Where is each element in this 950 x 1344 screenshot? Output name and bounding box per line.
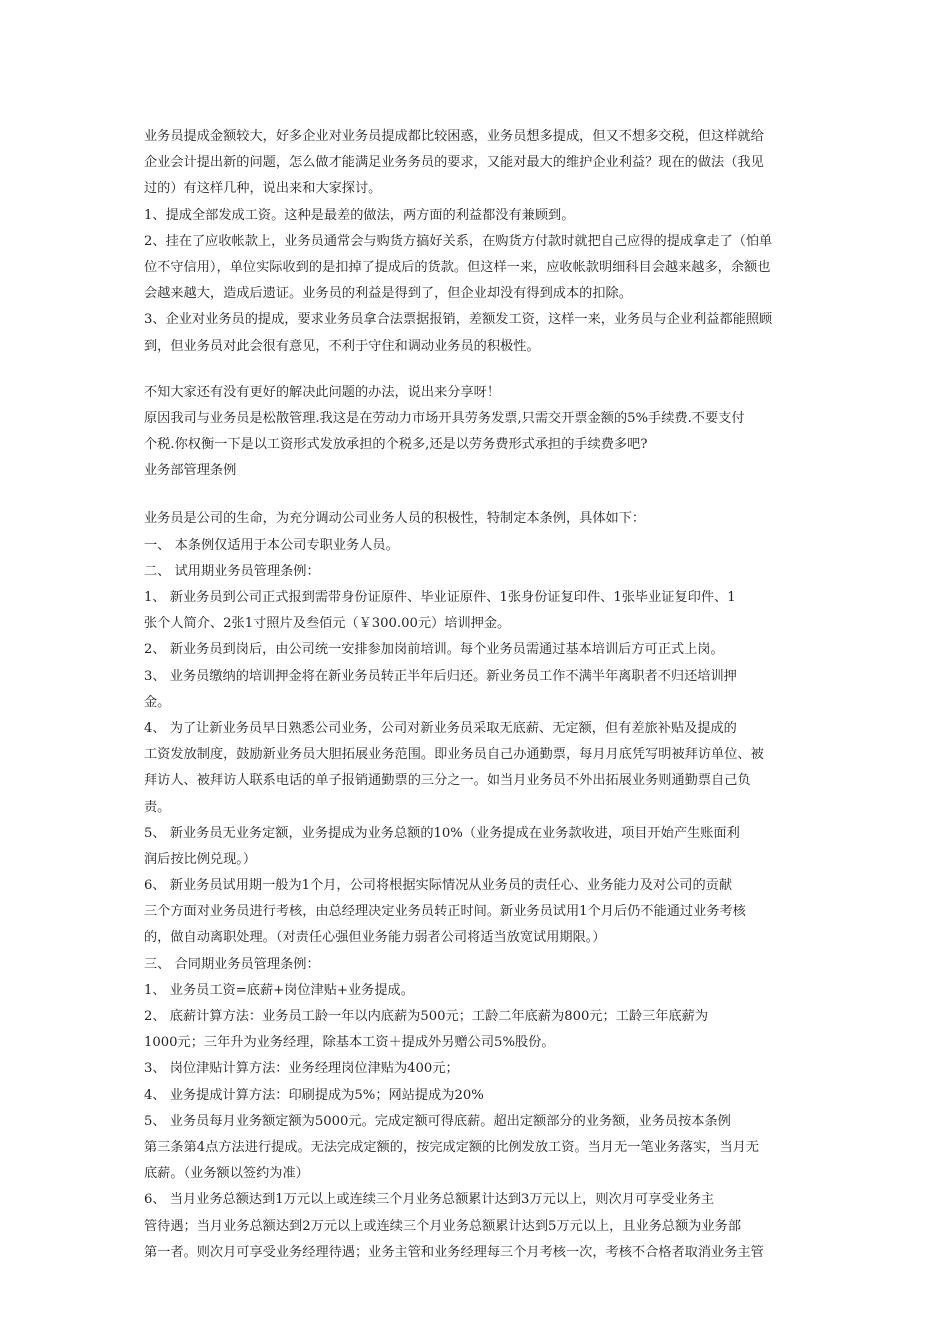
regulation-line: 6、 当月业务总额达到1万元以上或连续三个月业务总额累计达到3万元以上，则次月可享受业务主 xyxy=(144,1192,715,1208)
regulation-section xyxy=(144,506,812,1265)
regulation-line: 拜访人、被拜访人联系电话的单子报销通勤票的三分之一。如当月业务员不外出拓展业务则通勤票自己负 xyxy=(144,773,751,789)
method-3-line: 3、企业对业务员的提成，要求业务员拿合法票据报销，差额发工资，这样一来，业务员与企业利益都能照顾 xyxy=(144,312,773,328)
regulation-line: 三个方面对业务员进行考核，由总经理决定业务员转正时间。新业务员试用1个月后仍不能通过业务考核 xyxy=(144,904,746,920)
regulation-line: 三、 合同期业务员管理条例： xyxy=(144,956,320,972)
regulation-line: 业务员是公司的生命，为充分调动公司业务人员的积极性，特制定本条例，具体如下： xyxy=(144,511,646,527)
regulation-line: 1、 业务员工资=底薪+岗位津贴+业务提成。 xyxy=(144,982,414,998)
regulation-line: 3、 岗位津贴计算方法：业务经理岗位津贴为400元； xyxy=(144,1061,459,1077)
method-3-line: 到，但业务员对此会很有意见，不利于守住和调动业务员的积极性。 xyxy=(144,338,540,354)
reply-section xyxy=(144,380,812,485)
section-title: 业务部管理条例 xyxy=(144,463,237,479)
regulation-line: 管待遇；当月业务总额达到2万元以上或连续三个月业务总额累计达到5万元以上，且业务总额为业务部 xyxy=(144,1218,742,1234)
regulation-line: 1000元；三年升为业务经理，除基本工资＋提成外另赠公司5%股份。 xyxy=(144,1035,555,1051)
regulation-line: 润后按比例兑现。） xyxy=(144,851,257,867)
regulation-line: 1、 新业务员到公司正式报到需带身份证原件、毕业证原件、1张身份证复印件、1张毕业证复印件、1 xyxy=(144,590,736,605)
method-2-line: 2、挂在了应收帐款上，业务员通常会与购货方搞好关系，在购货方付款时就把自己应得的提成拿走了（怕单 xyxy=(144,233,773,249)
regulation-line: 2、 新业务员到岗后，由公司统一安排参加岗前培训。每个业务员需通过基本培训后方可正式上岗。 xyxy=(144,642,724,658)
paragraph-gap xyxy=(144,484,812,506)
regulation-line: 二、 试用期业务员管理条例： xyxy=(144,563,320,579)
regulation-line: 第一者。则次月可享受业务经理待遇；业务主管和业务经理每三个月考核一次，考核不合格者取消业务主管 xyxy=(144,1244,764,1260)
regulation-line: 张个人简介、2张1寸照片及叁佰元（￥300.00元）培训押金。 xyxy=(144,616,511,632)
document-page xyxy=(144,124,812,1266)
intro-line: 过的）有这样几种，说出来和大家探讨。 xyxy=(144,181,382,197)
regulation-line: 底薪。（业务额以签约为准） xyxy=(144,1166,309,1182)
regulation-line: 金。 xyxy=(144,694,171,710)
reply-line: 个税.你权衡一下是以工资形式发放承担的个税多,还是以劳务费形式承担的手续费多吧? xyxy=(144,437,648,453)
regulation-line: 3、 业务员缴纳的培训押金将在新业务员转正半年后归还。新业务员工作不满半年离职者不归还培训押 xyxy=(144,668,737,684)
intro-line: 企业会计提出新的问题，怎么做才能满足业务务员的要求，又能对最大的维护企业利益？现在的做法（我见 xyxy=(144,155,764,171)
regulation-line: 5、 业务员每月业务额定额为5000元。完成定额可得底薪。超出定额部分的业务额，业务员按本条例 xyxy=(144,1113,731,1129)
regulation-line: 工资发放制度，鼓励新业务员大胆拓展业务范围。即业务员自己办通勤票，每月月底凭写明被拜访单位、被 xyxy=(144,747,764,763)
method-1-line: 1、提成全部发成工资。这种是最差的做法，两方面的利益都没有兼顾到。 xyxy=(144,207,575,223)
method-2-line: 位不守信用），单位实际收到的是扣掉了提成后的货款。但这样一来，应收帐款明细科目会越来越多，余额也 xyxy=(144,259,771,275)
reply-line: 不知大家还有没有更好的解决此问题的办法，说出来分享呀！ xyxy=(144,384,501,400)
reply-line: 原因我司与业务员是松散管理.我这是在劳动力市场开具劳务发票,只需交开票金额的5%手续费.不要支付 xyxy=(144,410,745,426)
intro-section xyxy=(144,124,812,360)
paragraph-gap xyxy=(144,360,812,380)
regulation-line: 责。 xyxy=(144,799,171,815)
regulation-line: 一、 本条例仅适用于本公司专职业务人员。 xyxy=(144,537,399,553)
regulation-line: 4、 为了让新业务员早日熟悉公司业务，公司对新业务员采取无底薪、无定额，但有差旅补贴及提成的 xyxy=(144,720,737,736)
regulation-line: 6、 新业务员试用期一般为1个月，公司将根据实际情况从业务员的责任心、业务能力及对公司的贡献 xyxy=(144,878,733,894)
regulation-line: 5、 新业务员无业务定额，业务提成为业务总额的10%（业务提成在业务款收进，项目开始产生账面利 xyxy=(144,825,740,841)
regulation-line: 2、 底薪计算方法：业务员工龄一年以内底薪为500元；工龄二年底薪为800元；工龄三年底薪为 xyxy=(144,1009,709,1024)
regulation-line: 4、 业务提成计算方法：印刷提成为5%；网站提成为20% xyxy=(144,1087,484,1103)
intro-line: 业务员提成金额较大，好多企业对业务员提成都比较困惑，业务员想多提成，但又不想多交税，但这样就给 xyxy=(144,129,764,144)
method-2-line: 会越来越大，造成后遗证。业务员的利益是得到了，但企业却没有得到成本的扣除。 xyxy=(144,286,632,302)
regulation-line: 第三条第4点方法进行提成。无法完成定额的，按完成定额的比例发放工资。当月无一笔业务落实，当月无 xyxy=(144,1139,760,1155)
regulation-line: 的，做自动离职处理。（对责任心强但业务能力弱者公司将适当放宽试用期限。） xyxy=(144,930,606,946)
